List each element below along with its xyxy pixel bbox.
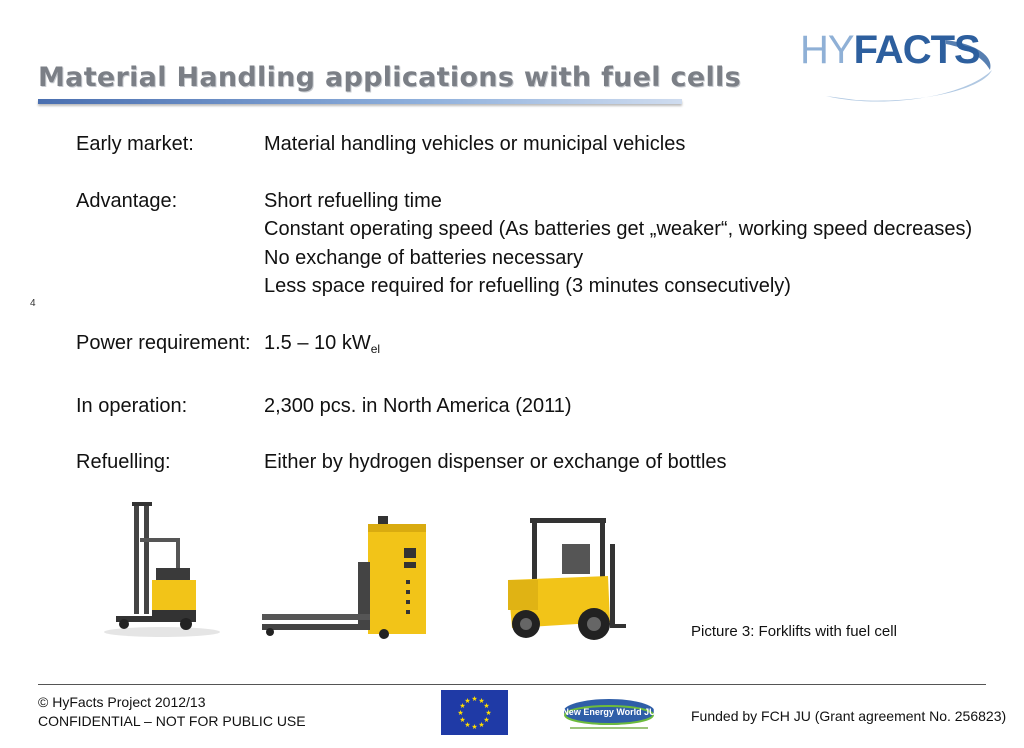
value-advantage (264, 187, 996, 301)
power-subscript: el (370, 341, 381, 356)
new-energy-world-text: New Energy World JU (562, 707, 656, 717)
svg-text:★: ★ (459, 716, 466, 724)
row-advantage (76, 187, 996, 301)
value-power (264, 329, 996, 363)
logo-hy: HY (800, 28, 854, 72)
eu-flag-icon (441, 690, 508, 735)
advantage-item: Constant operating speed (As batteries get „weaker“, working speed decreases) (264, 218, 973, 241)
advantage-item: Less space required for refuelling (3 minutes consecutively) (264, 275, 791, 298)
label-power: Power requirement: (76, 331, 251, 354)
label-refuelling: Refuelling: (76, 451, 171, 474)
row-early-market (76, 130, 996, 158)
svg-text:★: ★ (483, 702, 490, 710)
svg-text:★: ★ (459, 702, 466, 710)
value-operation: 2,300 pcs. in North America (2011) (264, 394, 572, 417)
row-operation (76, 392, 996, 420)
pallet-truck-image (258, 510, 436, 640)
confidential-text: CONFIDENTIAL – NOT FOR PUBLIC USE (38, 713, 306, 729)
svg-text:★: ★ (485, 709, 492, 717)
row-refuelling (76, 448, 996, 476)
copyright-text: © HyFacts Project 2012/13 (38, 694, 206, 710)
svg-text:★: ★ (464, 697, 471, 705)
logo-facts: FACTS (853, 28, 980, 72)
label-operation: In operation: (76, 394, 188, 417)
value-early-market: Material handling vehicles or municipal vehicles (264, 133, 686, 155)
power-value: 1.5 – 10 kW (264, 331, 371, 354)
value-refuelling: Either by hydrogen dispenser or exchange of bottles (264, 451, 727, 474)
svg-text:★: ★ (478, 697, 485, 705)
svg-text:★: ★ (471, 695, 478, 703)
footer-divider (38, 684, 986, 685)
svg-text:★: ★ (483, 716, 490, 724)
logo-wordmark (800, 28, 980, 73)
advantage-item: Short refuelling time (264, 189, 442, 212)
counterbalance-forklift-image (500, 514, 628, 646)
label-early-market: Early market: (76, 133, 194, 155)
svg-text:★: ★ (471, 723, 478, 731)
slide-title: Material Handling applications with fuel cells (38, 62, 741, 93)
reach-truck-image (96, 498, 222, 638)
svg-text:★: ★ (464, 721, 471, 729)
stray-mark: 4 (30, 298, 36, 309)
svg-text:★: ★ (478, 721, 485, 729)
funded-by-text: Funded by FCH JU (Grant agreement No. 256823) (691, 708, 1007, 724)
advantage-item: No exchange of batteries necessary (264, 246, 584, 269)
new-energy-world-logo (560, 694, 658, 734)
hyfacts-logo (796, 26, 996, 104)
row-power (76, 329, 996, 363)
footer-copyright-block (38, 693, 306, 731)
title-underline (38, 99, 682, 104)
label-advantage: Advantage: (76, 189, 178, 212)
content-table (76, 130, 996, 477)
picture-caption: Picture 3: Forklifts with fuel cell (691, 623, 897, 640)
svg-text:★: ★ (457, 709, 464, 717)
